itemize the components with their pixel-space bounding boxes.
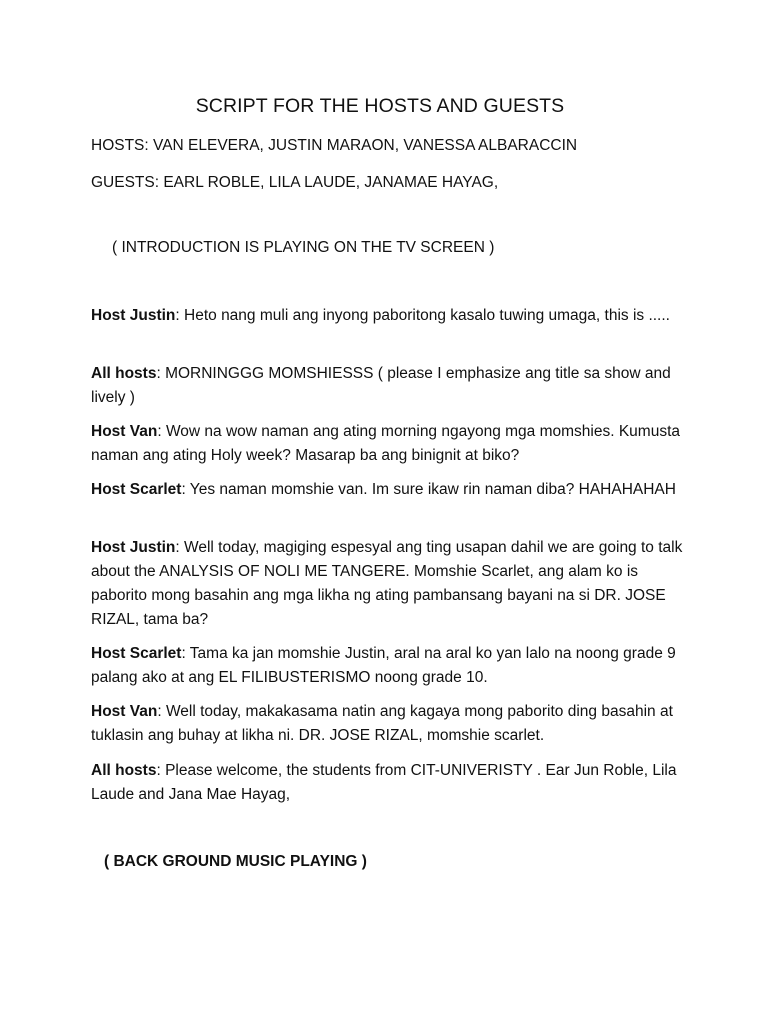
dialogue-line — [91, 478, 691, 502]
dialogue-line — [91, 304, 691, 328]
speaker-name: Host Van — [91, 703, 158, 720]
dialogue-line — [91, 362, 691, 410]
dialogue-text: : Heto nang muli ang inyong paboritong kasalo tuwing umaga, this is ..... — [175, 307, 670, 324]
speaker-name: Host Scarlet — [91, 481, 182, 498]
dialogue-text: : Well today, magiging espesyal ang ting usapan dahil we are going to talk about the ANALYSIS OF NOLI ME TANGERE. Momshie Scarlet, ang alam ko is paborito mong basahin ang mga likha ng ating pambansang bayani na si DR. JOSE RIZAL, tama ba? — [91, 539, 683, 628]
speaker-name: Host Scarlet — [91, 645, 182, 662]
speaker-name: All hosts — [91, 365, 157, 382]
dialogue-text: : Well today, makakasama natin ang kagaya mong paborito ding basahin at tuklasin ang buhay at likha ni. DR. JOSE RIZAL, momshie scarlet. — [91, 703, 673, 744]
hosts-line: HOSTS: VAN ELEVERA, JUSTIN MARAON, VANESSA ALBARACCIN — [91, 137, 578, 154]
speaker-name: All hosts — [91, 762, 157, 779]
dialogue-line — [91, 420, 691, 468]
document-title: SCRIPT FOR THE HOSTS AND GUESTS — [195, 95, 565, 117]
dialogue-text: : Wow na wow naman ang ating morning ngayong mga momshies. Kumusta naman ang ating Holy week? Masarap ba ang binignit at biko? — [91, 423, 681, 464]
stage-direction-music: ( BACK GROUND MUSIC PLAYING ) — [104, 853, 367, 870]
dialogue-line — [91, 700, 691, 748]
stage-direction-intro: ( INTRODUCTION IS PLAYING ON THE TV SCREEN ) — [112, 239, 495, 256]
speaker-name: Host Van — [91, 423, 158, 440]
dialogue-text: : MORNINGGG MOMSHIESSS ( please I emphasize ang title sa show and lively ) — [91, 365, 671, 406]
dialogue-line — [91, 759, 691, 807]
dialogue-text: : Please welcome, the students from CIT-UNIVERISTY . Ear Jun Roble, Lila Laude and Jana Mae Hayag, — [91, 762, 677, 803]
guests-line: GUESTS: EARL ROBLE, LILA LAUDE, JANAMAE HAYAG, — [91, 174, 499, 191]
speaker-name: Host Justin — [91, 307, 176, 324]
dialogue-text: : Yes naman momshie van. Im sure ikaw rin naman diba? HAHAHAHAH — [181, 481, 676, 498]
dialogue-line — [91, 536, 691, 632]
dialogue-text: : Tama ka jan momshie Justin, aral na aral ko yan lalo na noong grade 9 palang ako at ang EL FILIBUSTERISMO noong grade 10. — [91, 645, 676, 686]
dialogue-line — [91, 642, 691, 690]
speaker-name: Host Justin — [91, 539, 176, 556]
